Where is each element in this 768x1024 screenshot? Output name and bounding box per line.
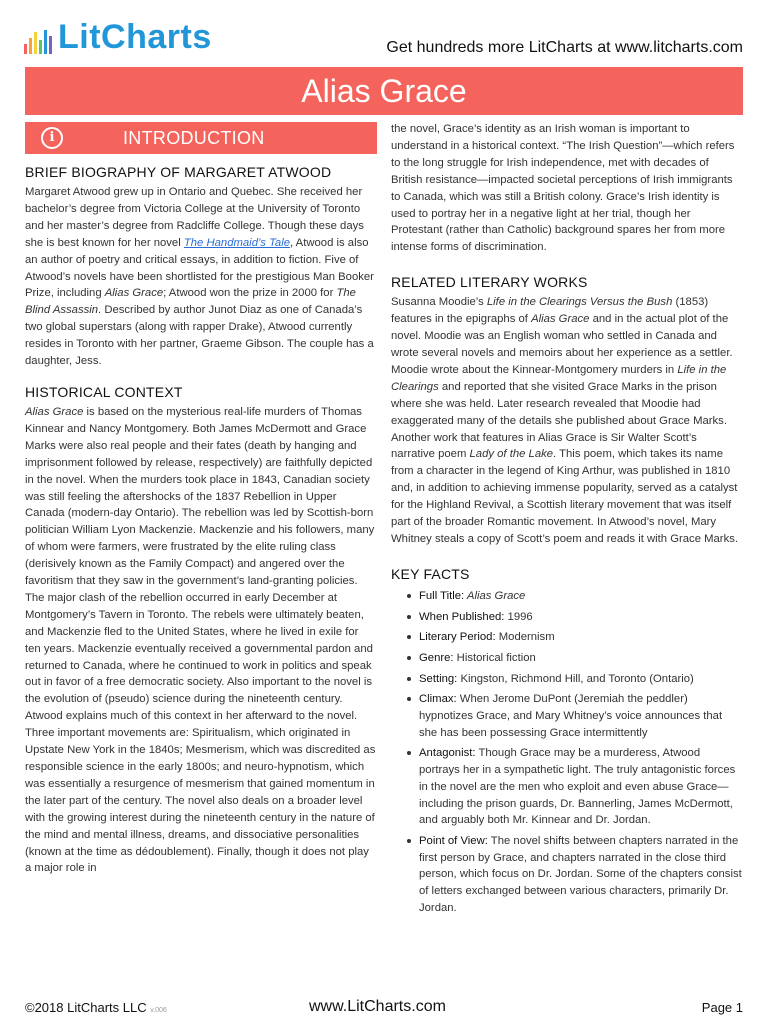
- right-column: [391, 121, 743, 921]
- introduction-band: [25, 122, 377, 154]
- page-footer: [25, 998, 743, 1018]
- list-item: Antagonist: Though Grace may be a murderess, Atwood portrays her in a sympathetic light. The truly antagonistic forces in the novel are the men who exploit and even abuse Grace—including the prison guards, Dr. Bannerling, James McDermott, and arguably both Mr. Kinnear and Dr. Jordan.: [407, 745, 743, 829]
- biography-text: Margaret Atwood grew up in Ontario and Quebec. She received her bachelor’s degree from Victoria College at the University of Toronto and her master’s degree from Radcliffe College. Though these days she is best known for her novel The Handmaid’s Tale, Atwood is also an author of poetry and critical essays, in addition to fiction. Five of Atwood’s novels have been shortlisted for the prestigious Man Booker Prize, including Alias Grace; Atwood won the prize in 2000 for The Blind Assassin. Described by author Junot Diaz as one of Canada’s two global superstars (along with rapper Drake), Atwood currently resides in Toronto with her partner, Graeme Gibson. The couple has a daughter, Jess.: [25, 186, 374, 368]
- list-item: Genre: Historical fiction: [407, 650, 743, 667]
- title-band: [25, 67, 743, 115]
- related-works-text: Susanna Moodie’s Life in the Clearings Versus the Bush (1853) features in the epigraphs of Alias Grace and in the actual plot of the novel. Moodie was an English woman who settled in Canada and wrote several novels and memoirs about her experience as a settler. Moodie wrote about the Kinnear-Montgomery murders in Life in the Clearings and reported that she visited Grace Marks in the prison where she was held. Later research revealed that Moodie had exaggerated many of the details she published about Grace Marks. Another work that features in Alias Grace is Sir Walter Scott’s narrative poem Lady of the Lake. This poem, which takes its name from a character in the legend of King Arthur, was published in 1810 and, in addition to achieving immense popularity, served as a catalyst for the Highland Revival, a Scottish literary movement that was itself part of the broader Romantic movement. In Atwood’s novel, Mary Whitney steals a copy of Scott’s poem and reads it with Grace Marks.: [391, 296, 739, 545]
- footer-site-link[interactable]: www.LitCharts.com: [309, 998, 446, 1015]
- page-title: Alias Grace: [301, 73, 467, 109]
- list-item: Point of View: The novel shifts between chapters narrated in the first person by Grace, and chapters narrated in the close third person, which focus on Dr. Jordan. Some of the chapters consist of letters exchanged between various characters, primarily Dr. Jordan.: [407, 833, 743, 917]
- left-column: [25, 122, 377, 877]
- copyright: ©2018 LitCharts LLC v.006: [25, 1000, 167, 1015]
- list-item: Climax: When Jerome DuPont (Jeremiah the peddler) hypnotizes Grace, and Mary Whitney’s voice announces that she has been possessing Grace intermittently: [407, 691, 743, 741]
- list-item: Literary Period: Modernism: [407, 629, 743, 646]
- related-works-heading: RELATED LITERARY WORKS: [391, 274, 588, 291]
- list-item: When Published: 1996: [407, 609, 743, 626]
- handmaids-tale-link[interactable]: The Handmaid’s Tale: [183, 236, 291, 249]
- biography-heading: BRIEF BIOGRAPHY OF MARGARET ATWOOD: [25, 164, 332, 180]
- historical-context-heading: HISTORICAL CONTEXT: [25, 383, 183, 400]
- header-tagline[interactable]: Get hundreds more LitCharts at www.litcharts.com: [386, 39, 743, 56]
- logo-text: LitCharts: [58, 18, 212, 56]
- list-item: Setting: Kingston, Richmond Hill, and Toronto (Ontario): [407, 671, 743, 688]
- historical-context-continued: the novel, Grace’s identity as an Irish woman is important to understand in a historical context. “The Irish Question”—which refers to the long struggle for Irish independence, met with decades of British resistance—impacted societal perceptions of Irish immigrants to Canada, which was still a British colony. Grace’s Irish identity is used to portray her in a negative light at her trial, though her Protestant (rather than Catholic) background spares her from more intense forms of discrimination.: [391, 123, 735, 254]
- page-header: [0, 0, 768, 66]
- key-facts-heading: KEY FACTS: [391, 565, 470, 582]
- key-facts-list: [407, 588, 743, 917]
- bar-chart-icon: [24, 26, 54, 54]
- version-label: v.006: [150, 1007, 167, 1014]
- info-icon: i: [41, 127, 63, 149]
- introduction-label: INTRODUCTION: [123, 127, 265, 148]
- historical-context-text: Alias Grace is based on the mysterious real-life murders of Thomas Kinnear and Nancy Montgomery. Both James McDermott and Grace Marks were also real people and their fates (death by hanging and imprisonment followed by release, respectively) are faithfully depicted in the novel. When the murders took place in 1843, Canadian society was still feeling the aftershocks of the 1837 Rebellion in Upper Canada (modern-day Ontario). The rebellion was led by Scottish-born politician William Lyon Mackenzie. Mackenzie and his followers, many of whom were farmers, were frustrated by the elite ruling class (derisively known as the Family Compact) and angered over the favoritism that they saw in the government’s land-granting policies. The major clash of the rebellion occurred in early December at Montgomery’s Tavern in Toronto. The rebels were ultimately beaten, and Mackenzie fled to the United States, where he lived in exile for ten years. Mackenzie eventually received a governmental pardon and returned to Canada, where he continued to work in politics and speak out in favor of a free democratic society. Also important to the novel is the evolution of (pseudo) science during the nineteenth century. Atwood explains much of this context in her afterward to the novel. Three important movements are: Spiritualism, which originated in Upstate New York in the 1840s; Mesmerism, which was discredited as responsible science in the early 1800s; and neuro-hypnotism, which was essentially a resurgence of mesmerism that gained momentum in the later part of the century. The novel also deals on a broader level with the growing interest during the nineteenth century in the nature of the mind and mental illness, dreams, and dissociative personalities (known at the time as dédoublement). Finally, though it does not play a major role in: [25, 405, 376, 875]
- list-item: Full Title: Alias Grace: [407, 588, 743, 605]
- page-number: Page 1: [701, 1000, 743, 1015]
- litcharts-logo[interactable]: [24, 20, 212, 54]
